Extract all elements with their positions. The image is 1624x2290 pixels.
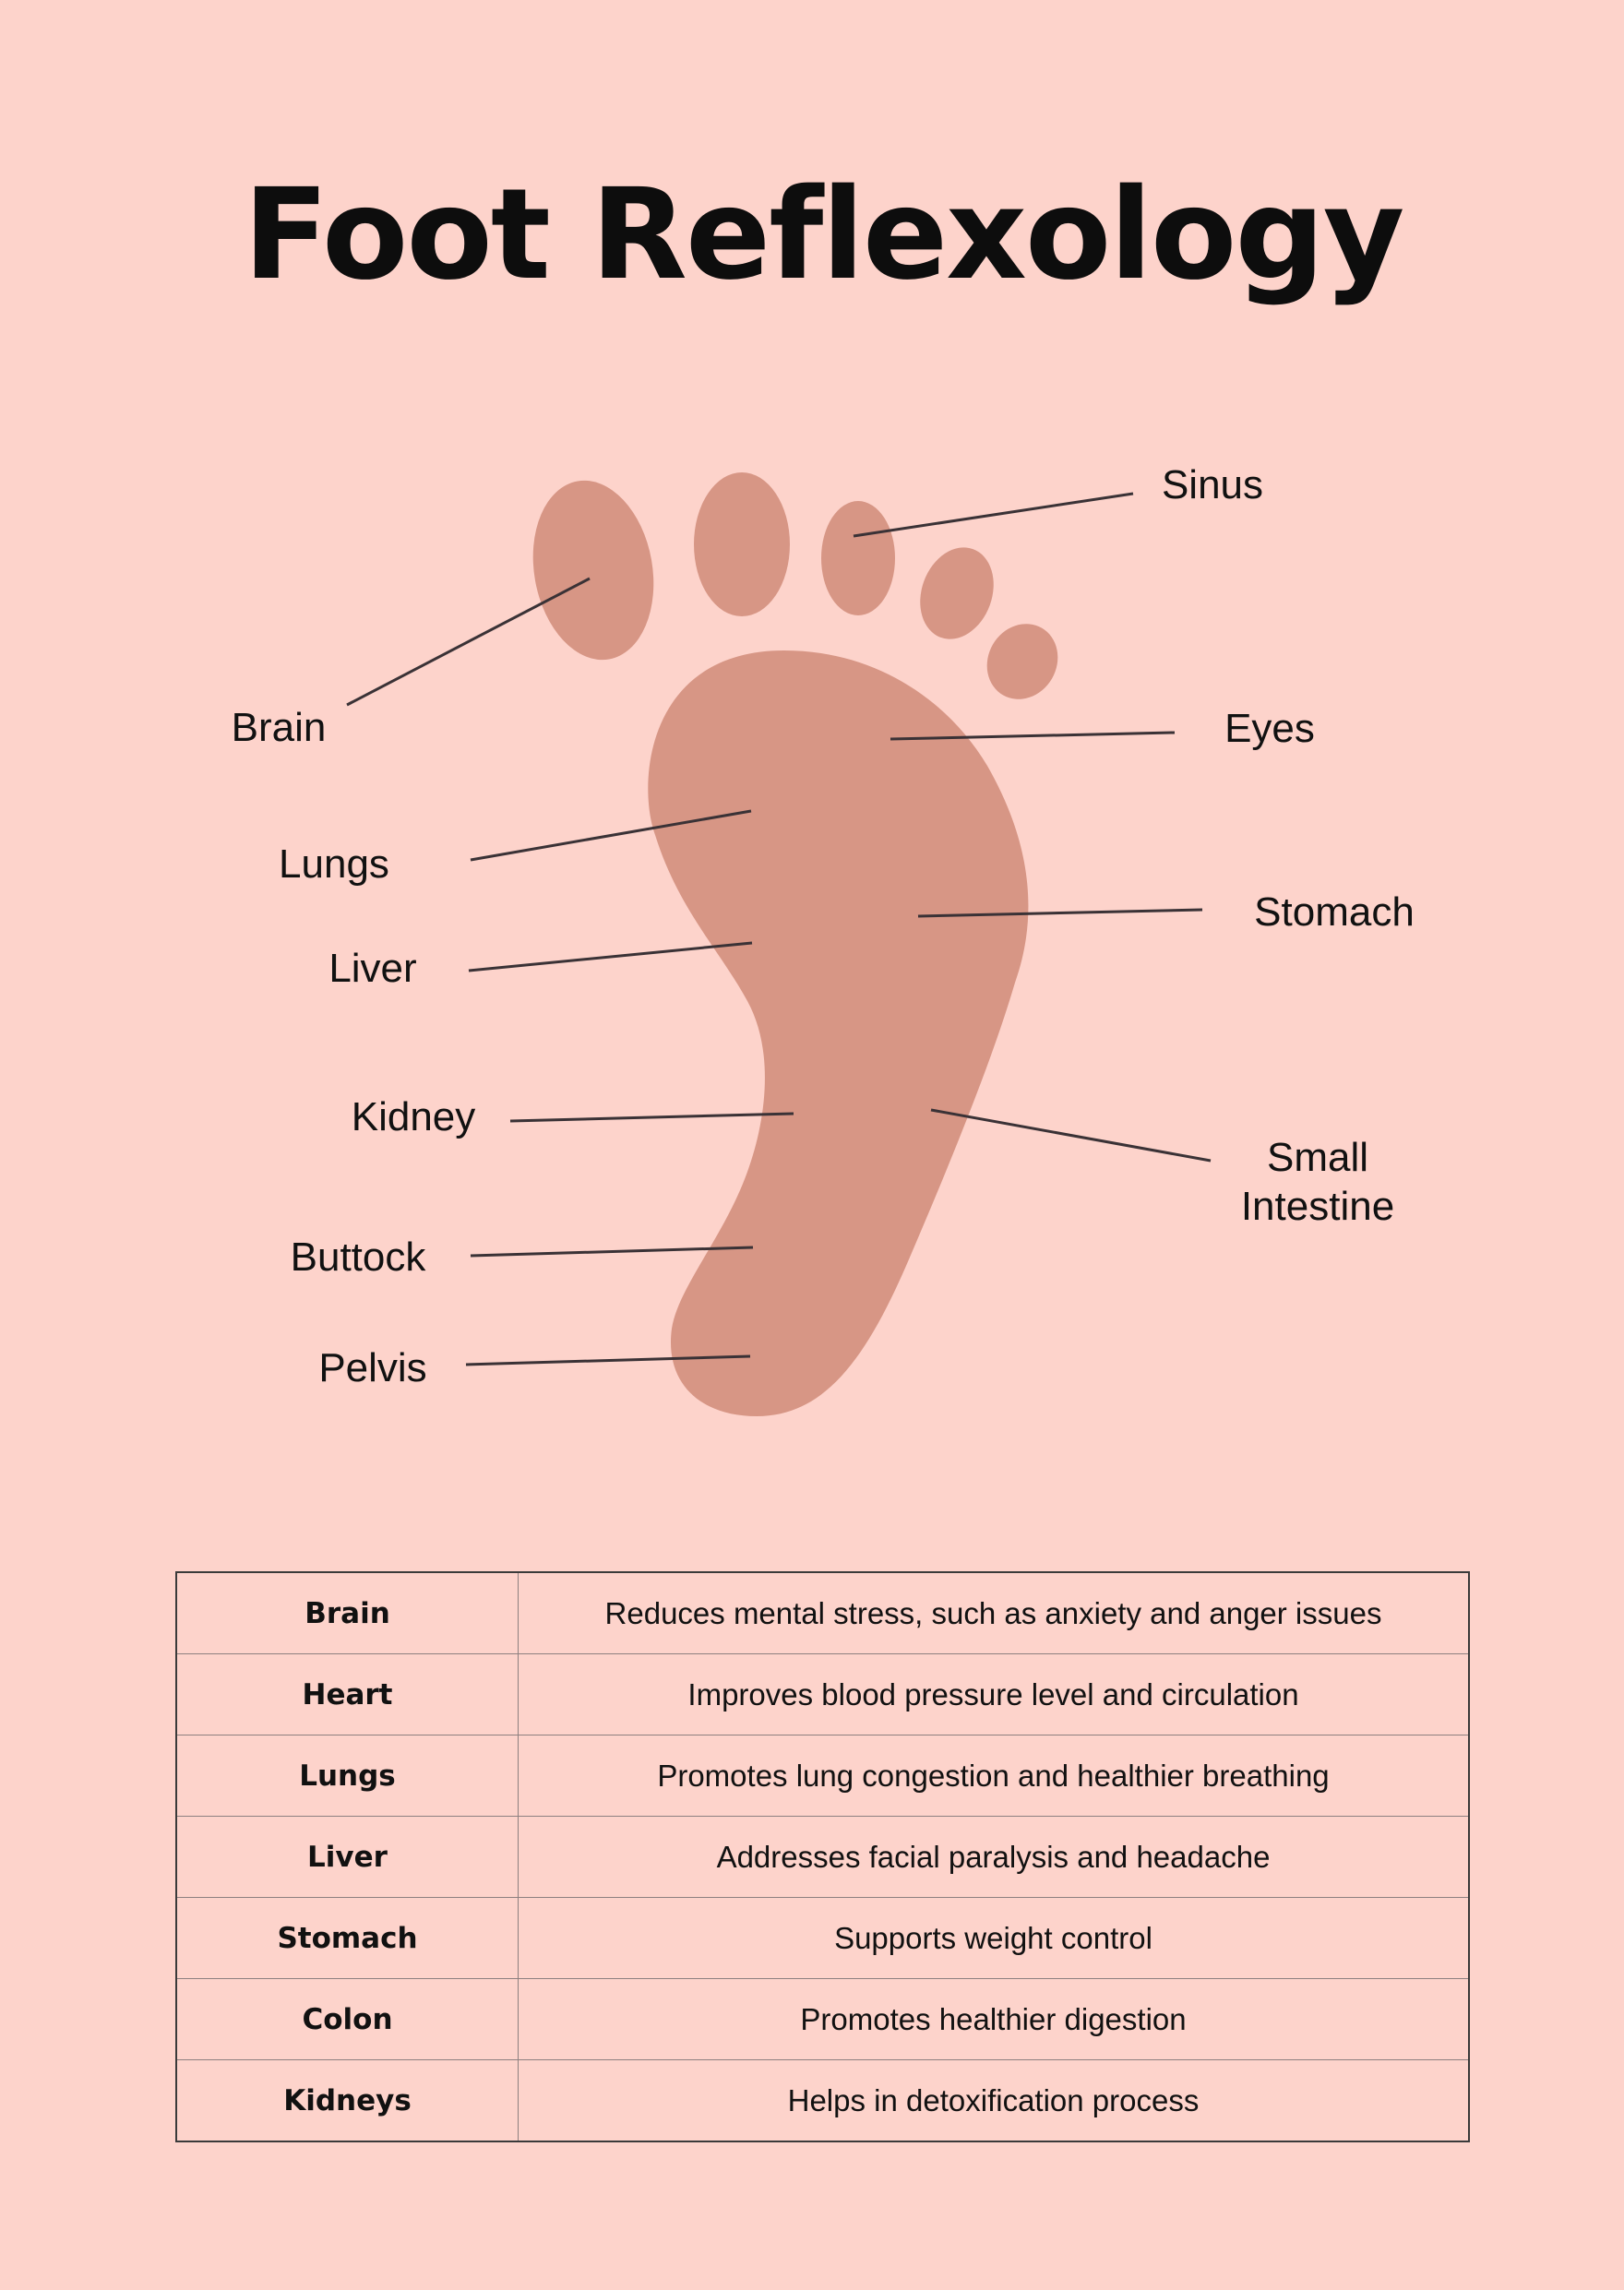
table-row	[176, 1817, 1469, 1898]
table-row	[176, 1979, 1469, 2060]
organ-cell: Colon	[176, 1979, 519, 2060]
table-row	[176, 1735, 1469, 1817]
fourth-toe	[908, 537, 1006, 650]
table-row	[176, 1654, 1469, 1735]
big-toe	[519, 471, 667, 669]
foot-sole	[648, 650, 1028, 1416]
label-small-intestine-line1: Small	[1266, 1135, 1369, 1180]
benefit-cell: Promotes healthier digestion	[519, 1979, 1470, 2060]
benefit-cell: Supports weight control	[519, 1898, 1470, 1979]
table-row	[176, 1572, 1469, 1654]
organ-cell: Kidneys	[176, 2060, 519, 2142]
liver-line	[469, 943, 752, 971]
label-liver: Liver	[328, 946, 417, 991]
table-row	[176, 1898, 1469, 1979]
label-stomach: Stomach	[1254, 889, 1415, 935]
label-kidney: Kidney	[351, 1094, 476, 1139]
benefit-cell: Reduces mental stress, such as anxiety and anger issues	[519, 1572, 1470, 1654]
label-eyes: Eyes	[1224, 706, 1315, 751]
second-toe	[694, 472, 790, 616]
benefit-cell: Helps in detoxification process	[519, 2060, 1470, 2142]
organ-cell: Brain	[176, 1572, 519, 1654]
brain-line	[347, 578, 590, 705]
third-toe	[821, 501, 895, 615]
table-row	[176, 2060, 1469, 2142]
small-intestine-line	[931, 1110, 1211, 1161]
page-title: Foot Reflexology	[243, 162, 1403, 308]
label-pelvis: Pelvis	[318, 1345, 427, 1390]
benefit-cell: Improves blood pressure level and circulation	[519, 1654, 1470, 1735]
organ-cell: Stomach	[176, 1898, 519, 1979]
benefit-cell: Addresses facial paralysis and headache	[519, 1817, 1470, 1898]
organ-cell: Lungs	[176, 1735, 519, 1817]
label-sinus: Sinus	[1161, 462, 1264, 507]
label-buttock: Buttock	[290, 1234, 426, 1280]
label-brain: Brain	[231, 705, 327, 750]
kidney-line	[510, 1114, 794, 1121]
label-lungs: Lungs	[279, 841, 389, 887]
benefits-table	[175, 1571, 1470, 2142]
sinus-line	[854, 494, 1133, 536]
organ-cell: Liver	[176, 1817, 519, 1898]
organ-cell: Heart	[176, 1654, 519, 1735]
benefit-cell: Promotes lung congestion and healthier breathing	[519, 1735, 1470, 1817]
label-small-intestine-line2: Intestine	[1240, 1184, 1395, 1229]
little-toe	[973, 611, 1071, 712]
